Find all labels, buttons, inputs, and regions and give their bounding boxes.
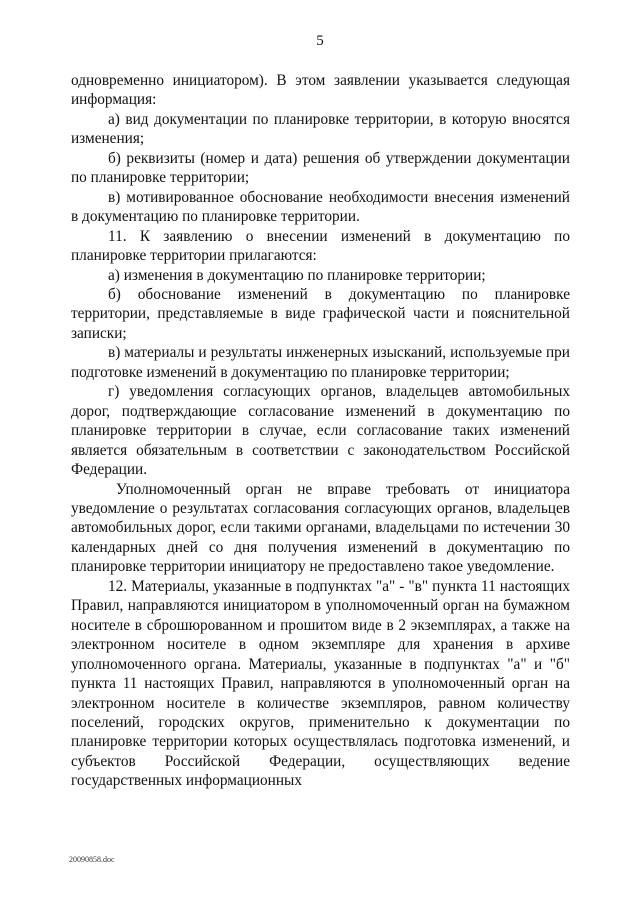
paragraph-authority: Уполномоченный орган не вправе требовать от инициатора уведомление о результатах согласования согласующих органов, владельцев автомобильных дорог, если такими органами, владельцами по истечении 30 календарных дней со дня получения изменений в документацию по планировке территории инициатору не предоставлено такое уведомление.	[71, 480, 570, 576]
paragraph-item-b: б) обоснование изменений в документацию по планировке территории, представляемые в виде графической части и пояснительной записки;	[71, 285, 570, 342]
paragraph-continuation: одновременно инициатором). В этом заявлении указывается следующая информация:	[71, 72, 570, 109]
paragraph-item-g: г) уведомления согласующих органов, владельцев автомобильных дорог, подтверждающие согласование изменений в документацию по планировке территории в случае, если согласование таких изменений является обязательным в соответствии с законодательством Российской Федерации.	[71, 383, 570, 479]
paragraph-clause-11: 11. К заявлению о внесении изменений в документацию по планировке территории прилагаются:	[71, 227, 570, 265]
document-body	[71, 71, 570, 791]
paragraph-item-a: а) изменения в документацию по планировке территории;	[108, 266, 486, 284]
paragraph-item-v: в) мотивированное обоснование необходимости внесения изменений в документацию по планировке территории.	[71, 188, 570, 226]
file-name-footer: 20090858.doc	[69, 855, 115, 864]
page-number: 5	[316, 33, 324, 49]
paragraph-item-a: а) вид документации по планировке территории, в которую вносятся изменения;	[71, 110, 570, 148]
paragraph-item-v: в) материалы и результаты инженерных изысканий, используемые при подготовке изменений в документацию по планировке территории;	[71, 344, 570, 381]
paragraph-item-b: б) реквизиты (номер и дата) решения об утверждении документации по планировке территории;	[71, 149, 570, 187]
paragraph-clause-12: 12. Материалы, указанные в подпунктах "а" - "в" пункта 11 настоящих Правил, направляются инициатором в уполномоченный орган на бумажном носителе в сброшюрованном и прошитом виде в 2 экземплярах, а также на электронном носителе в одном экземпляре для хранения в архиве уполномоченного органа. Материалы, указанные в подпунктах "а" и "б" пункта 11 настоящих Правил, направляются в уполномоченный орган на электронном носителе в количестве экземпляров, равном количеству поселений, городских округов, применительно к документации по планировке территории которых осуществлялась подготовка изменений, и субъектов Российской Федерации, осуществляющих ведение государственных информационных	[71, 577, 570, 790]
